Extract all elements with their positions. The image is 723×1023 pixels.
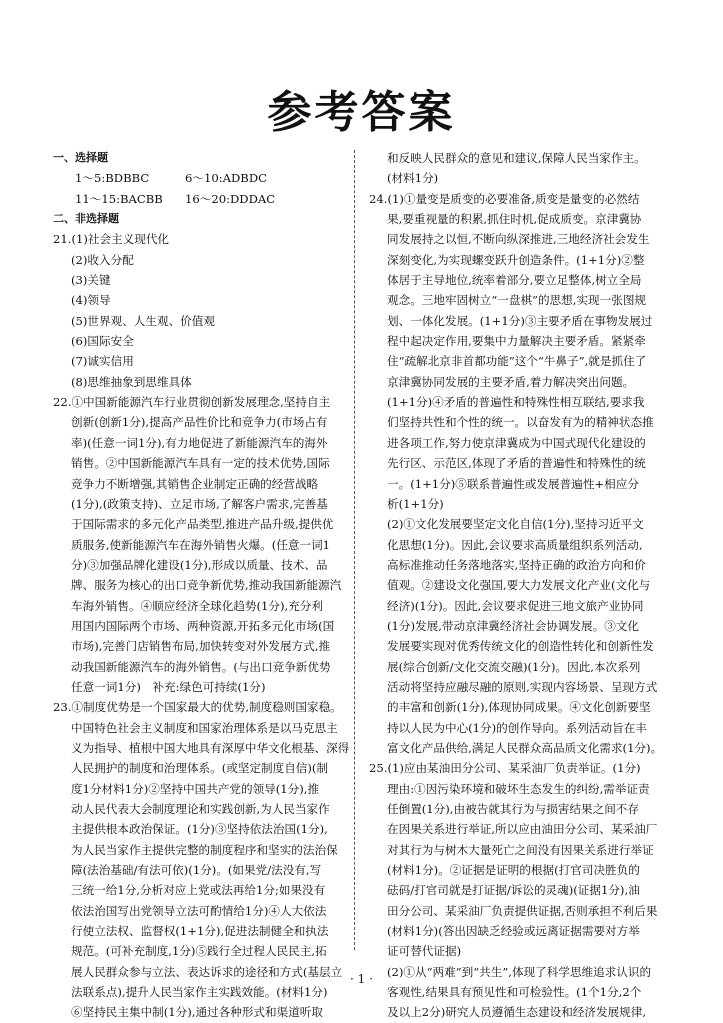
text-line: 证可替代证据) [387,944,462,959]
text-line: 高标准推动任务落地落实,坚持正确的政治方向和价 [387,557,646,572]
text-line: 市场),完善门店销售布局,加快转变对外发展方式,推 [71,639,331,654]
text-line: 和反映人民群众的意见和建议,保障人民当家作主。 [387,151,646,165]
answer-row [53,189,353,209]
question-22 [53,392,353,697]
text-line: (3)关键 [71,273,111,288]
text-line: 动我国新能源汽车的海外销售。(与出口竞争新优势 [71,659,331,674]
text-line: 经济)(1分)。因此,会议要求促进三地文旅产业协同 [387,598,644,613]
text-line: 活动将坚持应融尽融的原则,实现内容场景、呈现方式 [387,679,658,694]
text-line: (1分)发展,带动京津冀经济社会协调发展。③文化 [387,618,639,633]
text-line: (7)诚实信用 [71,354,134,369]
text-line: 25.(1)应由某油田分公司、某采油厂负责举证。(1分) [369,761,641,776]
text-line: 三统一给1分,分析对应上党或法再给1分;如果没有 [71,883,326,898]
answer-group: 11～15:BACBB [75,191,163,206]
text-line: 田分公司、某采油厂负责提供证据,否则承担不利后果 [387,903,658,918]
text-line: (8)思维抽象到思维具体 [71,374,192,389]
text-line: 化思想(1分)。因此,会议要求高质量组织系列活动, [387,537,643,552]
text-line: 深刻变化,为实现螺变跃升创造条件。(1+1分)②整 [387,252,645,267]
answer-group: 1～5:BDBBC [75,171,150,186]
text-line: (材料1分)(答出因缺乏经验或远离证据需要对方举 [387,924,640,939]
text-line: 理由:①因污染环境和破坏生态发生的纠纷,需举证责 [387,781,650,796]
text-line: 的丰富和创新(1分),体现协同成果。④文化创新要坚 [387,700,651,715]
text-line: 23.①制度优势是一个国家最大的优势,制度稳则国家稳。 [53,700,342,715]
text-line: 依法治国写出党领导立法可酌情给1分)④人大依法 [71,903,327,918]
text-line: 行使立法权、监督权(1+1分),促进法制健全和执法 [71,924,329,939]
text-line: 分)③加强品牌化建设(1分),形成以质量、技术、品 [71,557,328,572]
text-line: (材料1分)。②证据是证明的根据(打官司决胜负的 [387,863,640,878]
text-line: 障(法治基础/有法可依)(1分)。(如果党/法没有,写 [71,863,322,878]
text-line: 率)(任意一词1分),有力地促进了新能源汽车的海外 [71,435,328,450]
text-line: 对其行为与树木大量死亡之间没有因果关系进行举证 [387,842,654,857]
text-line: 同发展持之以恒,不断向纵深推进,三地经济社会发生 [387,232,650,247]
text-line: (2)①从“两难”到“共生”,体现了科学思维追求认识的 [387,964,652,979]
text-line: (5)世界观、人生观、价值观 [71,313,215,328]
text-line: 主提供根本政治保证。(1分)③坚持依法治国(1分), [71,822,328,837]
text-line: 京津冀协同发展的主要矛盾,着力解决突出问题。 [387,374,635,389]
text-line: 砝码/打官司就是打证据/诉讼的灵魂)(证据1分),油 [387,883,640,898]
text-line: (2)收入分配 [71,252,134,267]
text-line: 富文化产品供给,满足人民群众高品质文化需求(1分)。 [387,740,663,755]
text-line: 值观。②建设文化强国,要大力发展文化产业(文化与 [387,578,651,593]
question-23-continued [369,148,669,189]
text-line: 及以上2分)研究人员遵循生态建设和经济发展规律, [387,1005,647,1020]
answer-group: 16～20:DDDAC [185,191,276,206]
text-line: 为人民当家作主提供完整的制度程序和坚实的法治保 [71,842,338,857]
page-number: · 1 · [350,972,373,986]
text-line: ⑥坚持民主集中制(1分),通过各种形式和渠道听取 [71,1005,323,1020]
page-title: 参考答案 [267,87,456,138]
text-line: 在因果关系进行举证,所以应由油田分公司、某采油厂 [387,822,658,837]
text-line: 任意一词1分) 补充:绿色可持续(1分) [71,679,266,694]
text-line: 中国特色社会主义制度和国家治理体系是以马克思主 [71,720,338,735]
question-24 [369,189,669,759]
answer-group: 6～10:ADBDC [185,171,267,186]
section-heading-choice: 一、选择题 [53,151,108,164]
text-line: 牌、服务为核心的出口竞争新优势,推动我国新能源汽 [71,578,342,593]
text-line: 展人民群众参与立法、表达诉求的途径和方式(基层立 [71,964,343,979]
text-line: 车海外销售。④顺应经济全球化趋势(1分),充分利 [71,598,323,613]
text-line: 客观性,结果具有预见性和可检验性。(1个1分,2个 [387,985,642,1000]
text-line: 持以人民为中心(1分)的创作导向。系列活动旨在丰 [387,720,647,735]
text-line: 于国际需求的多元化产品类型,推进产品升级,提供优 [71,517,334,532]
text-line: 创新(创新1分),提高产品性价比和竞争力(市场占有 [71,415,328,430]
text-line: (6)国际安全 [71,334,134,349]
text-line: 果,要重视量的积累,抓住时机,促成质变。京津冀协 [387,212,642,227]
text-line: (4)领导 [71,293,111,308]
text-line: 展(综合创新/文化交流交融)(1分)。因此,本次系列 [387,659,641,674]
text-line: 规范。(可补充制度,1分)⑤践行全过程人民民主,拓 [71,944,327,959]
text-line: (1+1分)④矛盾的普遍性和特殊性相互联结,要求我 [387,395,645,410]
text-line: (1分),(政策支持)、立足市场,了解客户需求,完善基 [71,496,328,511]
left-column [53,148,353,1020]
text-line: 度1分材料1分)②坚持中国共产党的领导(1分),推 [71,781,320,796]
text-line: 划、一体化发展。(1+1分)③主要矛盾在事物发展过 [387,313,653,328]
text-line: 一。(1+1分)⑤联系普遍性或发展普遍性+相应分 [387,476,639,491]
section-heading-nonchoice: 二、非选择题 [53,212,119,226]
text-line: 动人民代表大会制度理论和实践创新,为人民当家作 [71,802,330,816]
text-line: 销售。②中国新能源汽车具有一定的技术优势,国际 [71,456,330,471]
text-line: (2)①文化发展要坚定文化自信(1分),坚持习近平文 [387,517,644,532]
text-line: 任倒置(1分),由被告就其行为与损害结果之间不存 [387,802,639,816]
answer-row [53,168,353,188]
text-line: 竞争力不断增强,其销售企业制定正确的经营战略 [71,476,319,491]
text-line: 先行区、示范区,体现了矛盾的普遍性和特殊性的统 [387,456,646,471]
right-column [369,148,669,1020]
text-line: 体居于主导地位,统率着部分,要立足整体,树立全局 [387,273,642,288]
question-21 [53,229,353,392]
text-line: 质服务,使新能源汽车在海外销售火爆。(任意一词1 [71,537,331,552]
text-line: 们坚持共性和个性的统一。以奋发有为的精神状态推 [387,415,654,430]
text-line: 程中起决定作用,要集中力量解决主要矛盾。紧紧牵 [387,334,646,349]
text-line: 人民拥护的制度和治理体系。(或坚定制度自信)(制 [71,761,329,776]
text-line: 义为指导、植根中国大地具有深厚中华文化根基、深得 [71,740,350,755]
text-line: 发展要实现对优秀传统文化的创造性转化和创新性发 [387,639,654,654]
text-line: 21.(1)社会主义现代化 [53,232,170,247]
column-divider [354,150,355,950]
text-line: 22.①中国新能源汽车行业贯彻创新发展理念,坚持自主 [53,395,331,410]
text-line: 观念。三地牢固树立“一盘棋”的思想,实现一张图规 [387,293,647,308]
text-line: 24.(1)①量变是质变的必要准备,质变是量变的必然结 [369,191,640,206]
text-line: 法联系点),提升人民当家作主实践效能。(材料1分) [71,985,328,1000]
text-line: 用国内国际两个市场、两种资源,开拓多元化市场(国 [71,618,335,633]
text-line: 住“疏解北京非首都功能”这个“牛鼻子”,就是抓住了 [387,354,647,369]
text-line: (材料1分) [387,171,439,186]
text-line: 进各项工作,努力使京津冀成为中国式现代化建设的 [387,435,646,450]
text-line: 析(1+1分) [387,496,444,511]
